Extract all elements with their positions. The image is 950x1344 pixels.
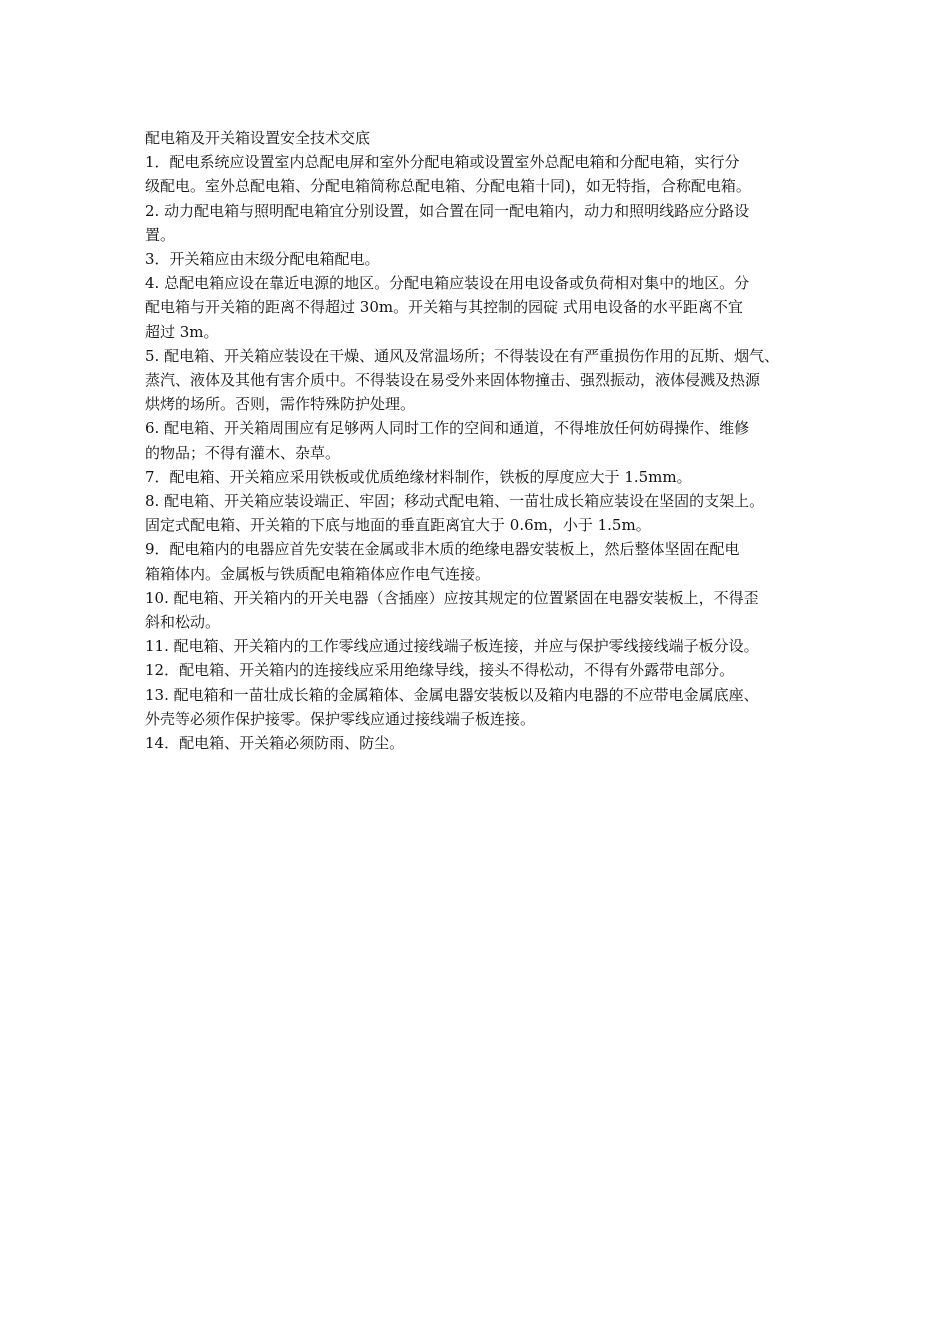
paragraph-7: [145, 465, 813, 489]
paragraph-line: 12．配电箱、开关箱内的连接线应采用绝缘导线，接头不得松动，不得有外露带电部分。: [145, 661, 735, 680]
paragraph-line: 级配电。室外总配电箱、分配电箱简称总配电箱、分配电箱十同)，如无特指，合称配电箱。: [145, 177, 751, 196]
paragraph-line: 13. 配电箱和一苗壮成长箱的金属箱体、金属电器安装板以及箱内电器的不应带电金属底座、: [145, 685, 759, 704]
paragraph-line: 14．配电箱、开关箱必须防雨、防尘。: [145, 734, 405, 753]
paragraph-line: 的物品；不得有灌木、杂草。: [145, 443, 341, 462]
paragraph-9: [145, 537, 813, 585]
paragraph-line: 蒸汽、液体及其他有害介质中。不得装设在易受外来固体物撞击、强烈振动，液体侵溅及热源: [145, 371, 761, 390]
paragraph-line: 5. 配电箱、开关箱应装设在干燥、通风及常温场所；不得装设在有严重损伤作用的瓦斯、烟气、: [145, 346, 780, 365]
paragraph-line: 6. 配电箱、开关箱周围应有足够两人同时工作的空间和通道，不得堆放任何妨碍操作、维修: [145, 419, 750, 438]
document-body: [145, 150, 813, 755]
paragraph-line: 2. 动力配电箱与照明配电箱宜分别设置，如合置在同一配电箱内，动力和照明线路应分路设: [145, 201, 750, 220]
paragraph-line: 9．配电箱内的电器应首先安装在金属或非木质的绝缘电器安装板上，然后整体坚固在配电: [145, 540, 740, 559]
document-title: 配电箱及开关箱设置安全技术交底: [145, 129, 371, 147]
paragraph-12: [145, 658, 813, 682]
paragraph-line: 4. 总配电箱应设在靠近电源的地区。分配电箱应装设在用电设备或负荷相对集中的地区。分: [145, 274, 750, 293]
paragraph-line: 固定式配电箱、开关箱的下底与地面的垂直距离宜大于 0.6m，小于 1.5m。: [145, 516, 651, 535]
paragraph-3: [145, 247, 813, 271]
paragraph-line: 烘烤的场所。否则，需作特殊防护处理。: [145, 395, 416, 414]
paragraph-line: 3．开关箱应由末级分配电箱配电。: [145, 250, 380, 269]
paragraph-line: 外壳等必须作保护接零。保护零线应通过接线端子板连接。: [145, 709, 536, 728]
paragraph-line: 配电箱与开关箱的距离不得超过 30m。开关箱与其控制的园碇 式用电设备的水平距离不宜: [145, 298, 743, 317]
paragraph-10: [145, 586, 813, 634]
paragraph-11: [145, 634, 813, 658]
paragraph-2: [145, 199, 813, 247]
paragraph-line: 1．配电系统应设置室内总配电屏和室外分配电箱或设置室外总配电箱和分配电箱，实行分: [145, 153, 740, 172]
paragraph-line: 11. 配电箱、开关箱内的工作零线应通过接线端子板连接，并应与保护零线接线端子板分设。: [145, 637, 759, 656]
paragraph-line: 箱箱体内。金属板与铁质配电箱箱体应作电气连接。: [145, 564, 491, 583]
paragraph-14: [145, 731, 813, 755]
paragraph-line: 超过 3m。: [145, 322, 219, 341]
paragraph-line: 斜和松动。: [145, 613, 221, 632]
paragraph-13: [145, 683, 813, 731]
paragraph-line: 10. 配电箱、开关箱内的开关电器（含插座）应按其规定的位置紧固在电器安装板上，不得歪: [145, 588, 759, 607]
paragraph-5: [145, 344, 813, 417]
paragraph-4: [145, 271, 813, 344]
document-page: [145, 126, 813, 755]
paragraph-line: 8. 配电箱、开关箱应装设端正、牢固；移动式配电箱、一苗壮成长箱应装设在坚固的支架上。: [145, 492, 765, 511]
paragraph-8: [145, 489, 813, 537]
paragraph-line: 置。: [145, 225, 176, 244]
paragraph-6: [145, 416, 813, 464]
paragraph-line: 7．配电箱、开关箱应采用铁板或优质绝缘材料制作，铁板的厚度应大于 1.5mm。: [145, 467, 692, 486]
paragraph-1: [145, 150, 813, 198]
